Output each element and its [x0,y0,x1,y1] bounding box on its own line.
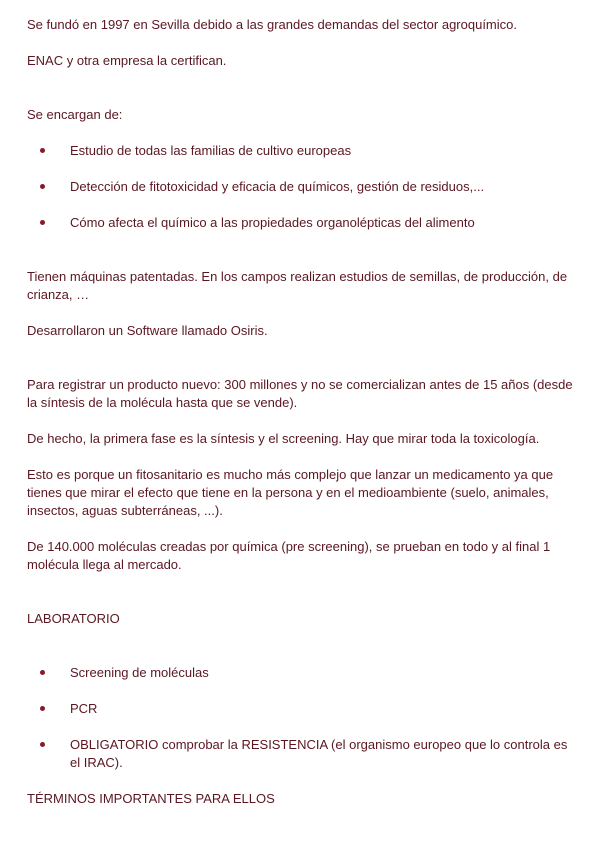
paragraph-register: Para registrar un producto nuevo: 300 millones y no se comercializan antes de 15 años (desde la síntesis de la molécula hasta que se vende). [27,377,573,410]
paragraph-software: Desarrollaron un Software llamado Osiris. [27,323,268,338]
list-item-text: Cómo afecta el químico a las propiedades organolépticas del alimento [70,215,475,230]
bullet-icon [40,670,45,675]
list-item-text: Detección de fitotoxicidad y eficacia de químicos, gestión de residuos,... [70,179,485,194]
list-item-text: Screening de moléculas [70,665,209,680]
heading-laboratorio: LABORATORIO [27,611,120,626]
paragraph-tasks-intro: Se encargan de: [27,107,123,122]
list-item-text: OBLIGATORIO comprobar la RESISTENCIA (el organismo europeo que lo controla es el IRAC). [70,737,568,770]
paragraph-molecules: De 140.000 moléculas creadas por química (pre screening), se prueban en todo y al final 1 molécula llega al mercado. [27,539,551,572]
bullet-icon [40,184,45,189]
bullet-icon [40,220,45,225]
list-item-text: Estudio de todas las familias de cultivo europeas [70,143,352,158]
paragraph-machines: Tienen máquinas patentadas. En los campos realizan estudios de semillas, de producción, de crianza, … [27,269,568,302]
list-item-text: PCR [70,701,98,716]
paragraph-first-phase: De hecho, la primera fase es la síntesis y el screening. Hay que mirar toda la toxicología. [27,431,540,446]
heading-terminos: TÉRMINOS IMPORTANTES PARA ELLOS [27,791,275,806]
bullet-icon [40,742,45,747]
paragraph-certified: ENAC y otra empresa la certifican. [27,53,227,68]
bullet-icon [40,706,45,711]
paragraph-complex: Esto es porque un fitosanitario es mucho más complejo que lanzar un medicamento ya que tienes que mirar el efecto que tiene en la persona y en el medioambiente (suelo, animales, insectos, aguas subterráneas, ...). [27,467,554,518]
bullet-icon [40,148,45,153]
paragraph-founded: Se fundó en 1997 en Sevilla debido a las grandes demandas del sector agroquímico. [27,17,517,32]
